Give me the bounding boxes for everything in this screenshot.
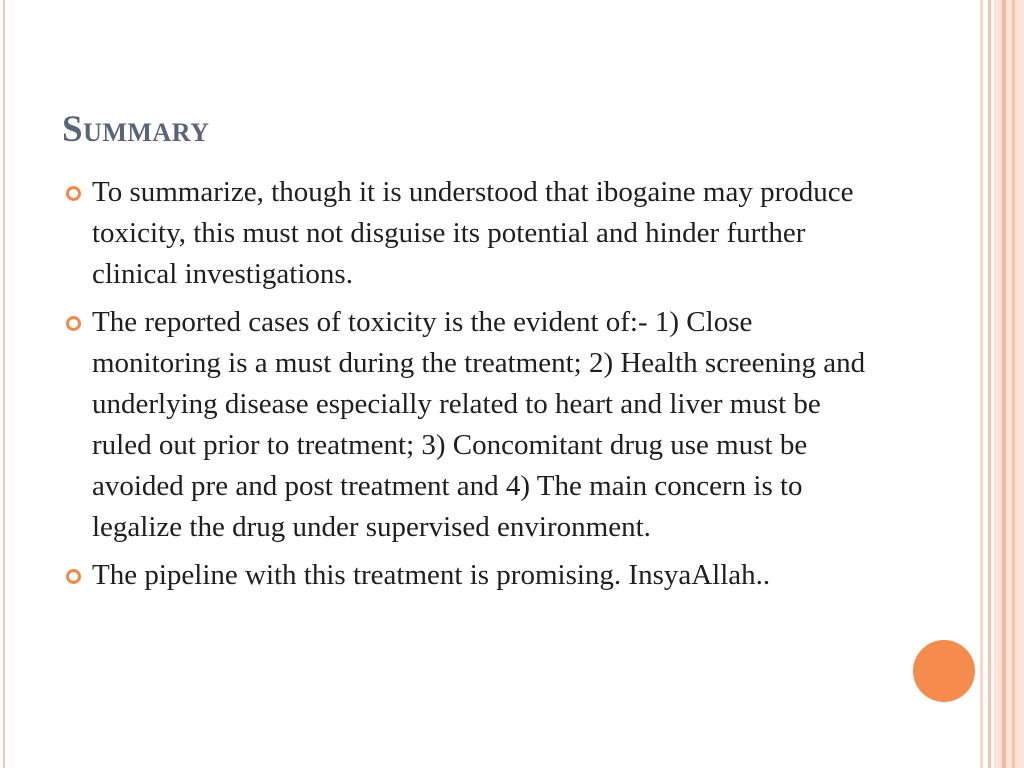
bullet-text: To summarize, though it is understood that ibogaine may produce toxicity, this must not disguise its potential and hinder further clinical investigations. [92,176,854,290]
ring-bullet-icon [66,186,81,201]
stripe [1002,0,1006,768]
stripe [988,0,991,768]
bullet-text: The pipeline with this treatment is promising. InsyaAllah.. [92,559,771,591]
stripe [994,0,1024,768]
ring-bullet-icon [66,569,81,584]
bullet-text: The reported cases of toxicity is the evident of:- 1) Close monitoring is a must during the treatment; 2) Health screening and underlying disease especially related to heart and liver must be ruled out prior to treatment; 3) Concomitant drug use must be avoided pre and post treatment and 4) The main concern is to legalize the drug under supervised environment. [92,306,866,543]
bullet-list [62,172,882,603]
orange-circle-decoration-icon [913,640,975,702]
bullet-item [62,302,882,548]
slide-title: Summary [62,109,210,150]
right-stripe-decoration [980,0,1024,768]
stripe [1012,0,1015,768]
bullet-item [62,555,882,596]
ring-bullet-icon [66,316,81,331]
stripe [980,0,983,768]
left-border-decoration [3,0,5,768]
bullet-item [62,172,882,295]
